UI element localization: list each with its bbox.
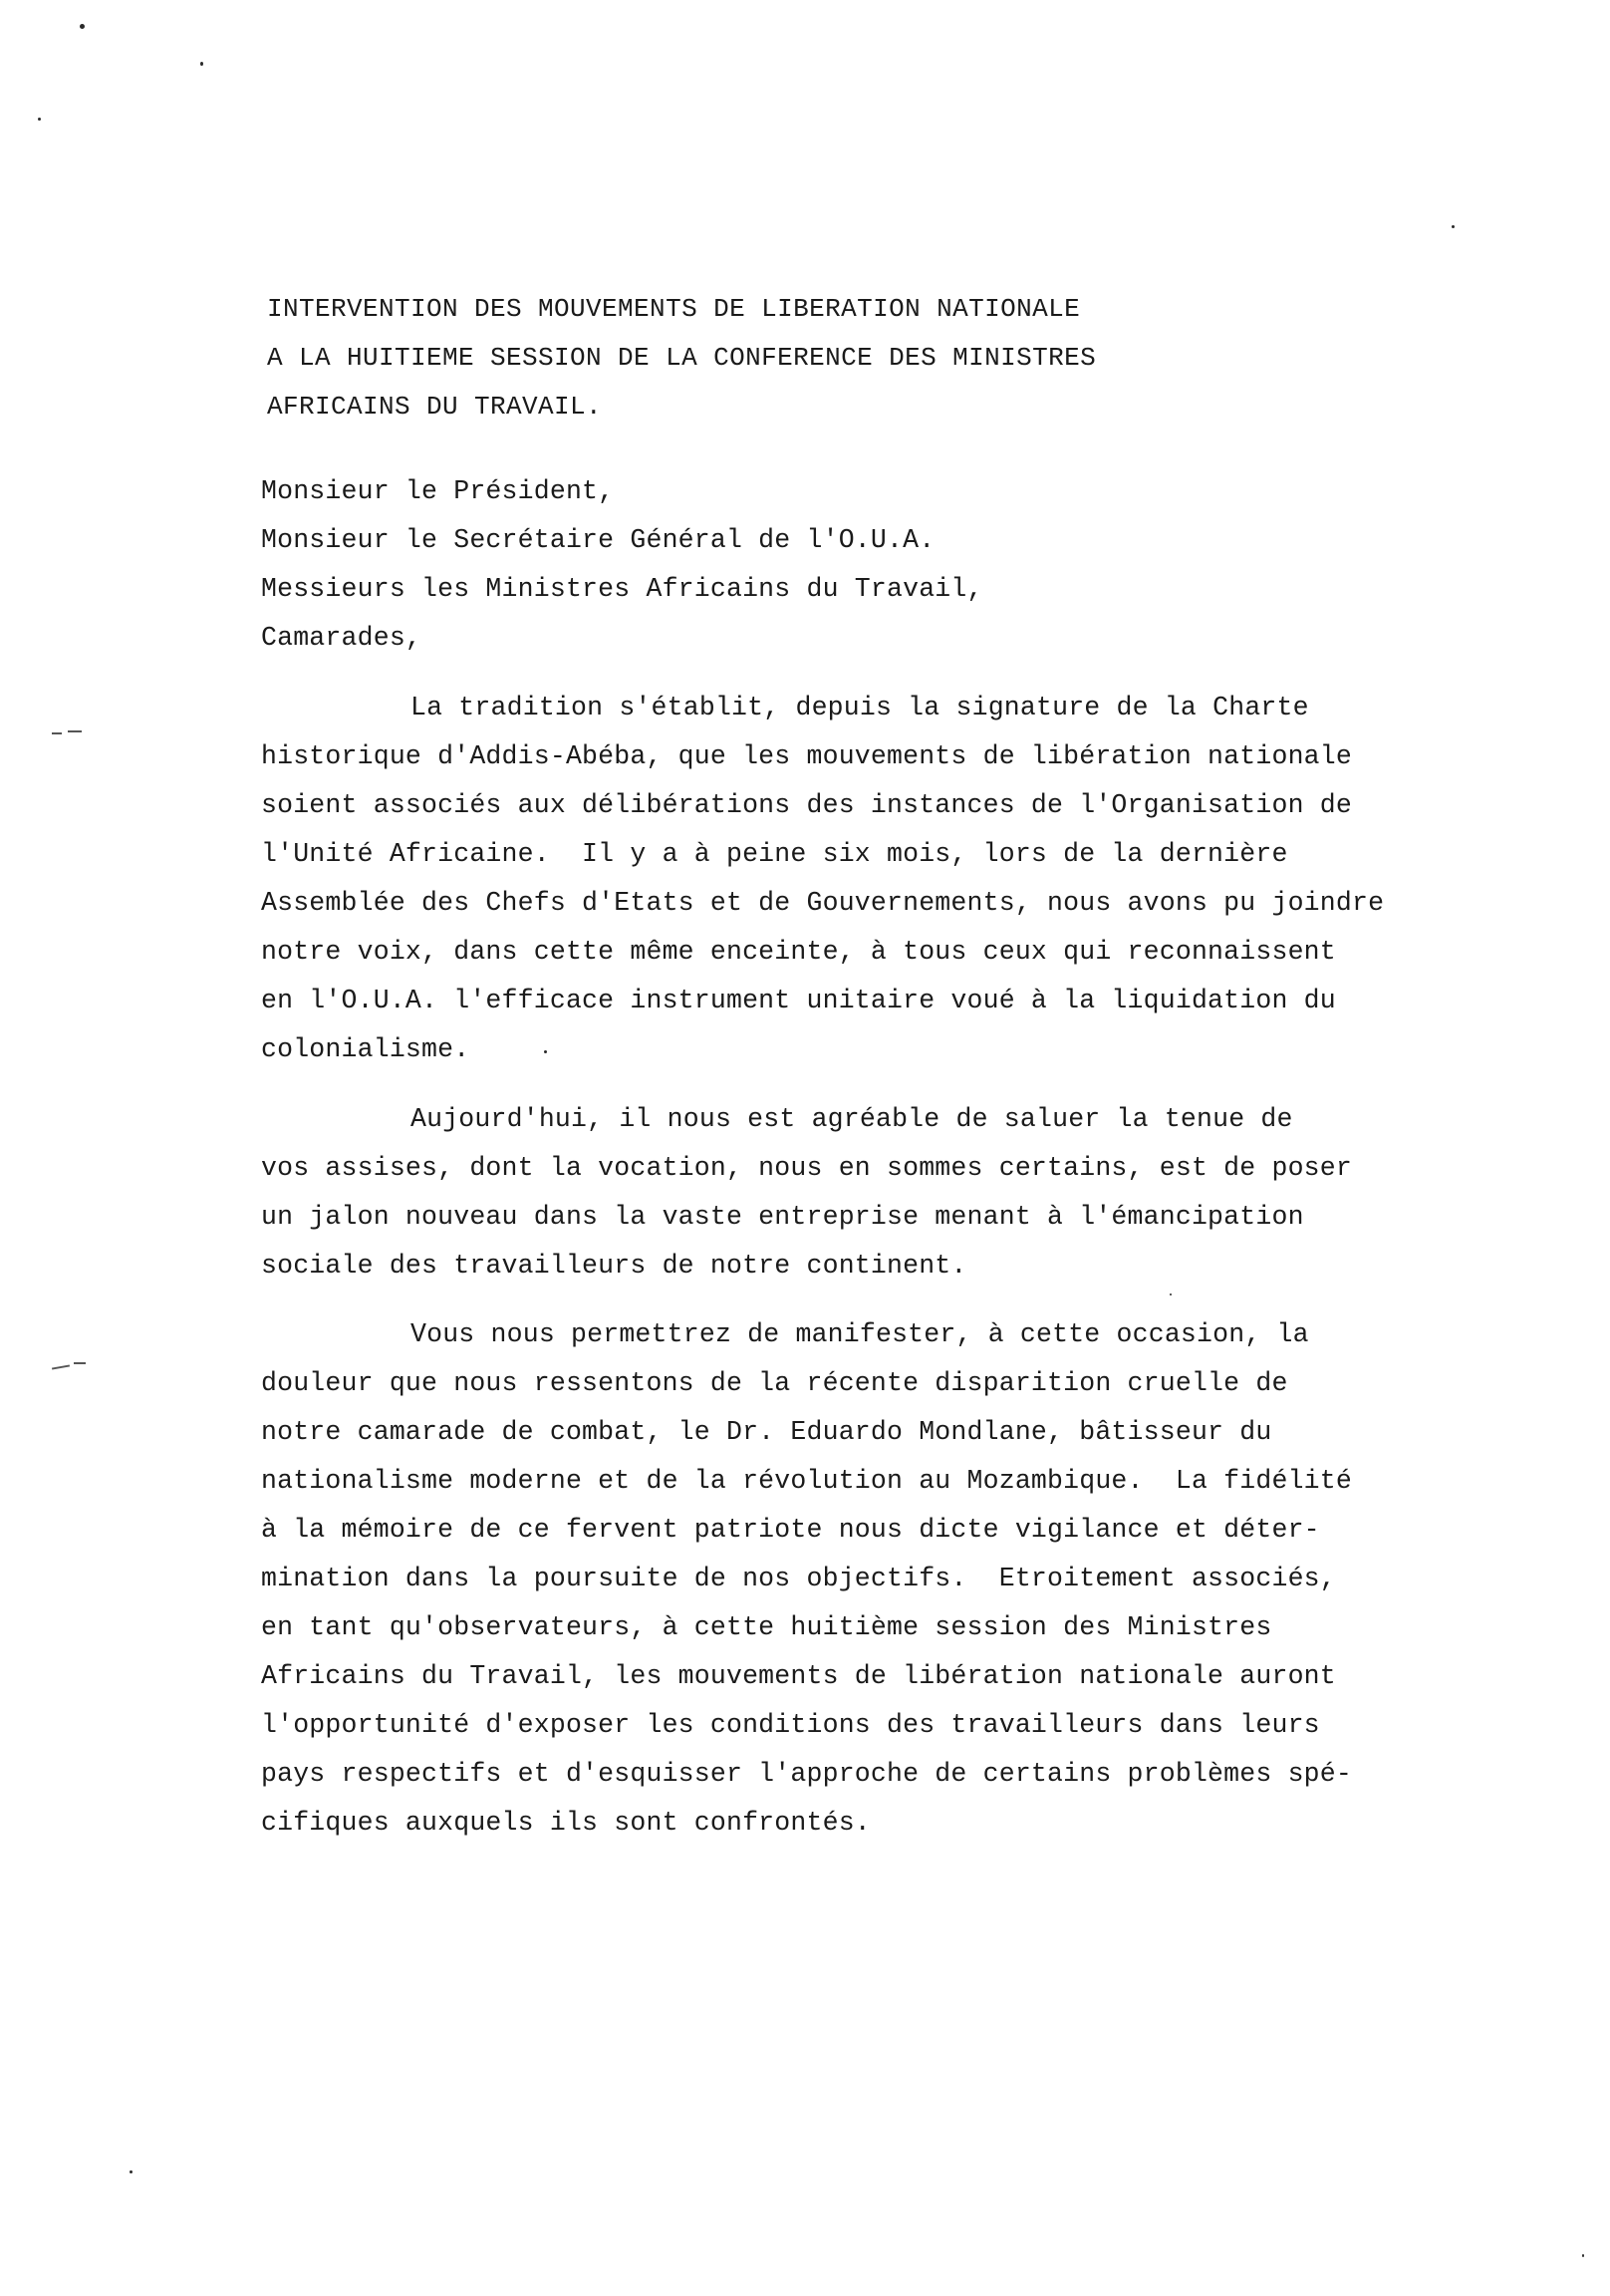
paragraph-3-line: cifiques auxquels ils sont confrontés. [261, 1808, 871, 1838]
document-title-line-3: AFRICAINS DU TRAVAIL. [267, 392, 603, 422]
paragraph-3-line: Vous nous permettrez de manifester, à cette occasion, la [410, 1319, 1309, 1349]
paragraph-1-line: soient associés aux délibérations des instances de l'Organisation de [261, 790, 1352, 820]
paragraph-3-line: Africains du Travail, les mouvements de libération nationale auront [261, 1661, 1336, 1691]
paragraph-3-line: l'opportunité d'exposer les conditions des travailleurs dans leurs [261, 1710, 1320, 1740]
paragraph-1-line: l'Unité Africaine. Il y a à peine six mois, lors de la dernière [261, 839, 1288, 869]
scan-speck [1452, 225, 1455, 228]
paragraph-3-line: pays respectifs et d'esquisser l'approche de certains problèmes spé- [261, 1759, 1352, 1789]
salutation-line: Camarades, [261, 623, 422, 653]
salutation-line: Monsieur le Secrétaire Général de l'O.U.A. [261, 525, 936, 555]
paragraph-1-line: en l'O.U.A. l'efficace instrument unitaire voué à la liquidation du [261, 986, 1336, 1015]
paragraph-2-line: Aujourd'hui, il nous est agréable de saluer la tenue de [410, 1104, 1293, 1134]
document-title-line-2: A LA HUITIEME SESSION DE LA CONFERENCE DES MINISTRES [267, 343, 1097, 373]
paragraph-1-line: La tradition s'établit, depuis la signature de la Charte [410, 693, 1309, 722]
scan-speck [38, 118, 41, 121]
scan-speck [200, 62, 203, 66]
paragraph-2-line: vos assises, dont la vocation, nous en sommes certains, est de poser [261, 1153, 1352, 1183]
scan-speck [544, 1050, 547, 1053]
paragraph-2-line: sociale des travailleurs de notre continent. [261, 1251, 967, 1281]
paragraph-1-line: historique d'Addis-Abéba, que les mouvements de libération nationale [261, 741, 1352, 771]
paragraph-3-line: notre camarade de combat, le Dr. Eduardo Mondlane, bâtisseur du [261, 1417, 1272, 1447]
scan-mark [68, 730, 82, 732]
paragraph-1-line: colonialisme. [261, 1034, 470, 1064]
scan-speck [80, 24, 85, 29]
paragraph-3-line: à la mémoire de ce fervent patriote nous dicte vigilance et déter- [261, 1515, 1320, 1545]
salutation-line: Monsieur le Président, [261, 476, 615, 506]
scan-mark [74, 1362, 86, 1364]
salutation-line: Messieurs les Ministres Africains du Travail, [261, 574, 983, 604]
paragraph-3-line: en tant qu'observateurs, à cette huitième session des Ministres [261, 1612, 1272, 1642]
paragraph-3-line: mination dans la poursuite de nos objectifs. Etroitement associés, [261, 1564, 1336, 1593]
paragraph-2-line: un jalon nouveau dans la vaste entreprise menant à l'émancipation [261, 1202, 1304, 1232]
scan-mark [52, 732, 62, 734]
paragraph-1-line: Assemblée des Chefs d'Etats et de Gouvernements, nous avons pu joindre [261, 888, 1385, 918]
scan-speck [1582, 2254, 1584, 2257]
paragraph-3-line: nationalisme moderne et de la révolution au Mozambique. La fidélité [261, 1466, 1352, 1496]
scan-speck [130, 2170, 133, 2173]
paragraph-1-line: notre voix, dans cette même enceinte, à tous ceux qui reconnaissent [261, 937, 1336, 967]
scan-mark [52, 1364, 70, 1369]
paragraph-3-line: douleur que nous ressentons de la récente disparition cruelle de [261, 1368, 1288, 1398]
document-title-line-1: INTERVENTION DES MOUVEMENTS DE LIBERATION NATIONALE [267, 294, 1081, 324]
scan-speck [1170, 1293, 1172, 1295]
